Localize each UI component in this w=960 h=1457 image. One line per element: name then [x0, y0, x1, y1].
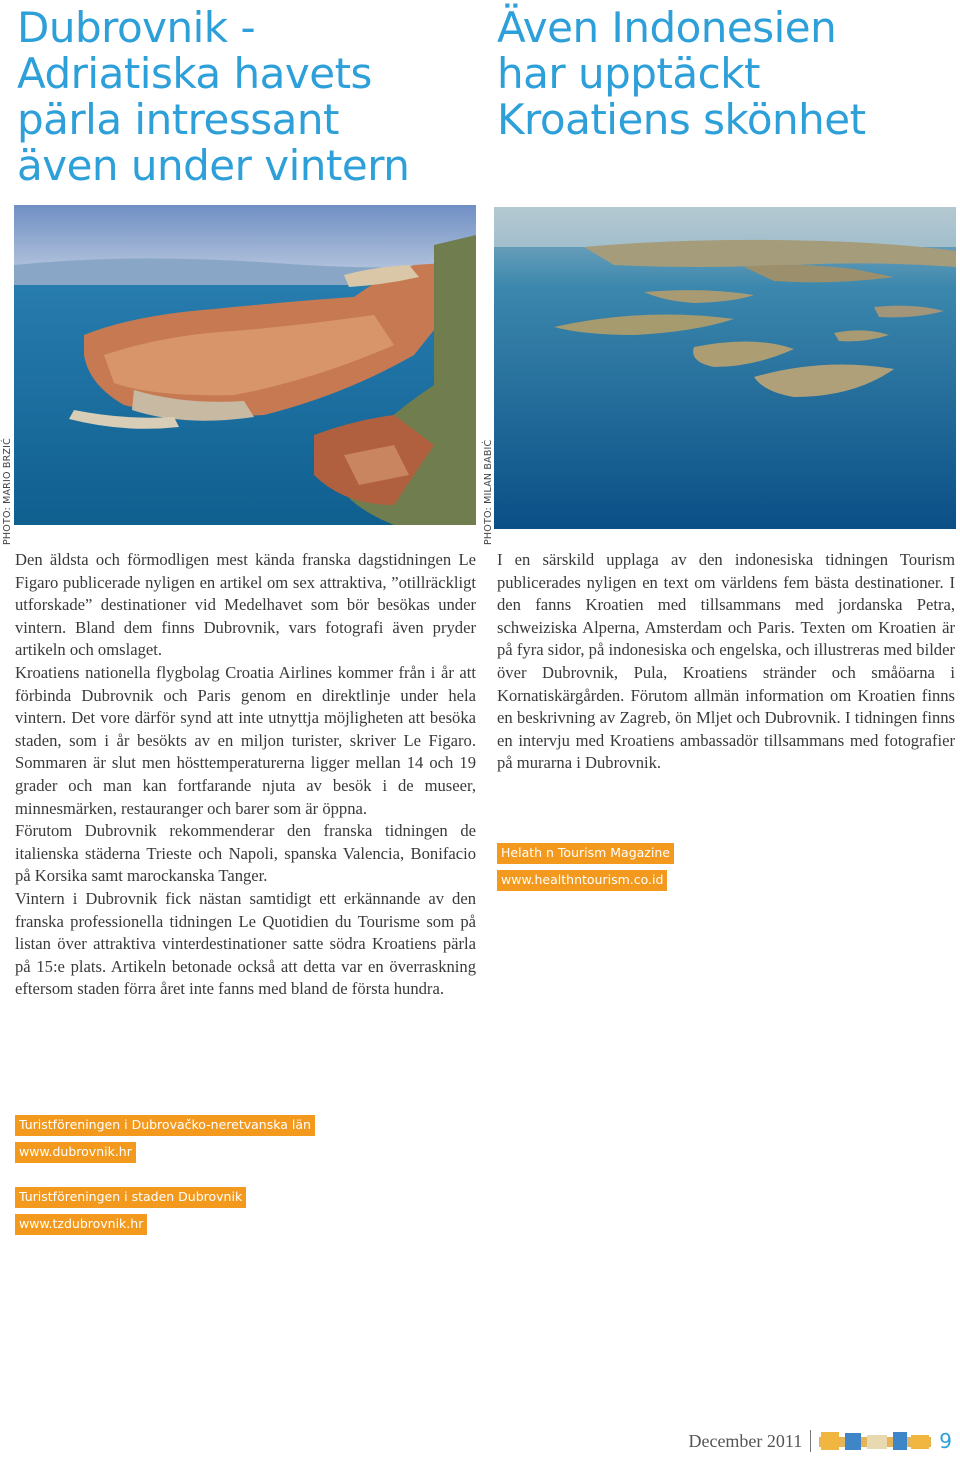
source-url-link[interactable]: www.tzdubrovnik.hr: [15, 1214, 147, 1235]
paragraph: Den äldsta och förmodligen mest kända franska dagstidningen Le Figaro publicerade nyligen en artikel om sex attraktiva, ”otillräckligt utforskade” destinationer vid Medelhavet som bör besökas under vintern. Bland dem finns Dubrovnik, vars fotografi även pryder artikeln och omslaget.: [15, 550, 476, 660]
left-headline: [17, 5, 477, 189]
right-photo-credit: PHOTO: MILAN BABIĆ: [483, 439, 494, 545]
left-headline-line: pärla intressant: [17, 95, 339, 144]
left-article-body: [15, 549, 476, 1001]
magazine-logo-icon: [819, 1429, 931, 1453]
footer-divider: [810, 1430, 811, 1452]
right-source: [497, 843, 674, 897]
right-headline: [497, 5, 947, 143]
left-photo-credit: PHOTO: MARIO BRZIĆ: [2, 438, 13, 545]
source-name-tag: Turistföreningen i staden Dubrovnik: [15, 1187, 246, 1208]
footer-issue-date: December 2011: [688, 1430, 803, 1451]
source-name-tag: Helath n Tourism Magazine: [497, 843, 674, 864]
kornati-islands-photo: [494, 207, 956, 529]
paragraph: Vintern i Dubrovnik fick nästan samtidigt ett erkännande av den franska professionella tidningen Le Quotidien du Tourisme som på listan över attraktiva vinterdestinationer satte södra Kroatiens pärla på 15:e plats. Artikeln betonade också att detta var en överraskning eftersom staden förra året inte fanns med bland de första hundra.: [15, 888, 476, 999]
left-headline-line: Dubrovnik -: [17, 3, 256, 52]
bottom-source-2: [15, 1187, 246, 1241]
dubrovnik-photo: [14, 205, 476, 525]
left-headline-line: även under vintern: [17, 141, 410, 190]
page-number: 9: [939, 1429, 952, 1453]
bottom-source-1: [15, 1115, 315, 1169]
right-article-body: [497, 549, 955, 775]
paragraph: Förutom Dubrovnik rekommenderar den franska tidningen de italienska städerna Trieste och Napoli, spanska Valencia, Bonifacio på Korsika samt marockanska Tanger.: [15, 821, 476, 886]
page-footer: [688, 1426, 952, 1456]
left-headline-line: Adriatiska havets: [17, 49, 372, 98]
right-headline-line: Kroatiens skönhet: [497, 95, 866, 144]
source-url-link[interactable]: www.healthntourism.co.id: [497, 870, 667, 891]
right-headline-line: Även Indonesien: [497, 3, 837, 52]
paragraph: I en särskild upplaga av den indonesiska tidningen Tourism publicerades nyligen en text om världens fem bästa destinationer. I den fanns Kroatien med tillsammans med jordanska Petra, schweiziska Alperna, Amsterdam och Paris. Texten om Kroatien är på fyra sidor, på indonesiska och engelska, och illustreras med bilder över Dubrovnik, Pula, Kroatiens stränder och småöarna i Kornatiskärgården. Förutom allmän information om Kroatien finns en beskrivning av Zagreb, ön Mljet och Dubrovnik. I tidningen finns en intervju med Kroatiens ambassadör tillsammans med fotografier på murarna i Dubrovnik.: [497, 550, 955, 773]
paragraph: Kroatiens nationella flygbolag Croatia Airlines kommer från i år att förbinda Dubrovnik och Paris genom en direktlinje under hela vintern. Det vore därför synd att inte utnyttja möjligheten att besöka staden, som i år besökts av en miljon turister, skriver Le Figaro. Sommaren är slut men hösttemperaturerna ligger mellan 14 och 19 grader och man kan fortfarande njuta av besök i de museer, minnesmärken, restauranger och barer som är öppna.: [15, 662, 476, 818]
source-url-link[interactable]: www.dubrovnik.hr: [15, 1142, 136, 1163]
right-headline-line: har upptäckt: [497, 49, 761, 98]
source-name-tag: Turistföreningen i Dubrovačko-neretvanska län: [15, 1115, 315, 1136]
